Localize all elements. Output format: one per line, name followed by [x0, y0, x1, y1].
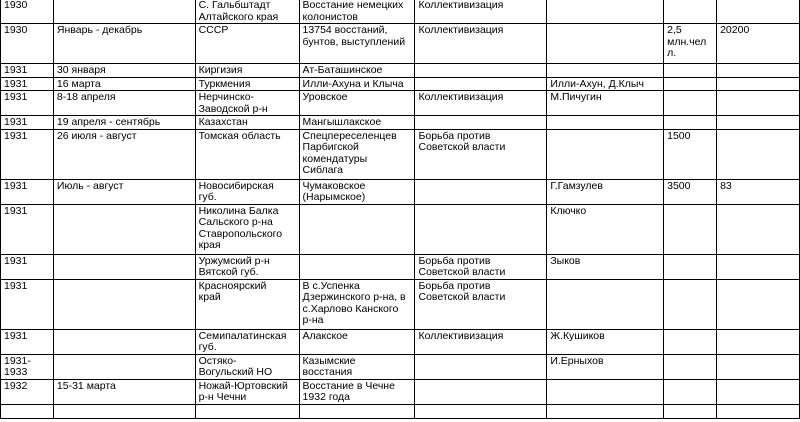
- date-cell: 15-31 марта: [53, 379, 195, 404]
- date-cell: Январь - декабрь: [53, 24, 195, 64]
- participants-cell: [664, 404, 717, 418]
- leader-cell: [547, 116, 664, 130]
- participants-cell: [664, 116, 717, 130]
- participants-cell: [664, 254, 717, 279]
- year-cell: 1931: [1, 279, 54, 329]
- participants-cell: 1500: [664, 129, 717, 179]
- casualties-cell: [717, 379, 800, 404]
- place-cell: Красноярский край: [195, 279, 299, 329]
- cause-cell: [415, 179, 547, 204]
- participants-cell: 2,5 млн.чел л.: [664, 24, 717, 64]
- date-cell: [53, 204, 195, 254]
- date-cell: 19 апреля - сентябрь: [53, 116, 195, 130]
- date-cell: 16 марта: [53, 77, 195, 91]
- leader-cell: Ж.Кушиков: [547, 329, 664, 354]
- year-cell: 1931: [1, 77, 54, 91]
- table-row: [1, 129, 800, 179]
- place-cell: Казахстан: [195, 116, 299, 130]
- table-row: [1, 354, 800, 379]
- event-cell: Мангышлакское: [299, 116, 415, 130]
- year-cell: 1931: [1, 91, 54, 116]
- cause-cell: [415, 404, 547, 418]
- event-cell: В с.Успенка Дзержинского р-на, в с.Харлово Канского р-на: [299, 279, 415, 329]
- leader-cell: М.Пичугин: [547, 91, 664, 116]
- participants-cell: 3500: [664, 179, 717, 204]
- table-row: [1, 329, 800, 354]
- leader-cell: [547, 279, 664, 329]
- year-cell: 1931: [1, 179, 54, 204]
- date-cell: [53, 354, 195, 379]
- event-cell: [299, 204, 415, 254]
- date-cell: [53, 404, 195, 418]
- event-cell: Казымские восстания: [299, 354, 415, 379]
- year-cell: 1931: [1, 129, 54, 179]
- casualties-cell: [717, 279, 800, 329]
- event-cell: Уровское: [299, 91, 415, 116]
- place-cell: СССР: [195, 24, 299, 64]
- table-row: [1, 404, 800, 418]
- year-cell: 1931- 1933: [1, 354, 54, 379]
- year-cell: 1931: [1, 254, 54, 279]
- year-cell: 1931: [1, 116, 54, 130]
- year-cell: 1930: [1, 0, 54, 24]
- place-cell: Николина Балка Сальского р-на Ставропольского края: [195, 204, 299, 254]
- place-cell: Ножай-Юртовский р-н Чечни: [195, 379, 299, 404]
- table-row: [1, 379, 800, 404]
- leader-cell: [547, 404, 664, 418]
- leader-cell: И.Ерныхов: [547, 354, 664, 379]
- casualties-cell: 83: [717, 179, 800, 204]
- cause-cell: [415, 204, 547, 254]
- casualties-cell: [717, 404, 800, 418]
- date-cell: 8-18 апреля: [53, 91, 195, 116]
- event-cell: Восстание немецких колонистов: [299, 0, 415, 24]
- cause-cell: [415, 354, 547, 379]
- casualties-cell: 20200: [717, 24, 800, 64]
- place-cell: Семипалатинская губ.: [195, 329, 299, 354]
- year-cell: [1, 404, 54, 418]
- casualties-cell: [717, 116, 800, 130]
- leader-cell: Г.Гамзулев: [547, 179, 664, 204]
- table-row: [1, 0, 800, 24]
- cause-cell: Коллективизация: [415, 24, 547, 64]
- participants-cell: [664, 379, 717, 404]
- casualties-cell: [717, 0, 800, 24]
- cause-cell: Борьба против Советской власти: [415, 129, 547, 179]
- cause-cell: Борьба против Советской власти: [415, 254, 547, 279]
- event-cell: [299, 404, 415, 418]
- leader-cell: [547, 129, 664, 179]
- leader-cell: Ключко: [547, 204, 664, 254]
- participants-cell: [664, 0, 717, 24]
- place-cell: Киргизия: [195, 64, 299, 78]
- event-cell: Чумаковское (Нарымское): [299, 179, 415, 204]
- casualties-cell: [717, 64, 800, 78]
- leader-cell: Зыков: [547, 254, 664, 279]
- place-cell: Остяко- Вогульский НО: [195, 354, 299, 379]
- cause-cell: Коллективизация: [415, 329, 547, 354]
- participants-cell: [664, 64, 717, 78]
- cause-cell: [415, 77, 547, 91]
- date-cell: 30 января: [53, 64, 195, 78]
- casualties-cell: [717, 91, 800, 116]
- leader-cell: [547, 24, 664, 64]
- cause-cell: [415, 116, 547, 130]
- table-row: [1, 116, 800, 130]
- casualties-cell: [717, 254, 800, 279]
- place-cell: [195, 404, 299, 418]
- casualties-cell: [717, 354, 800, 379]
- place-cell: Томская область: [195, 129, 299, 179]
- leader-cell: [547, 0, 664, 24]
- leader-cell: [547, 64, 664, 78]
- participants-cell: [664, 204, 717, 254]
- year-cell: 1931: [1, 329, 54, 354]
- event-cell: 13754 восстаний, бунтов, выступлений: [299, 24, 415, 64]
- participants-cell: [664, 91, 717, 116]
- table-row: [1, 279, 800, 329]
- place-cell: Уржумский р-н Вятской губ.: [195, 254, 299, 279]
- event-cell: Восстание в Чечне 1932 года: [299, 379, 415, 404]
- cause-cell: [415, 379, 547, 404]
- date-cell: [53, 329, 195, 354]
- table-row: [1, 64, 800, 78]
- participants-cell: [664, 329, 717, 354]
- year-cell: 1931: [1, 64, 54, 78]
- casualties-cell: [717, 204, 800, 254]
- cause-cell: [415, 64, 547, 78]
- table-row: [1, 204, 800, 254]
- leader-cell: Илли-Ахун, Д.Клыч: [547, 77, 664, 91]
- date-cell: Июль - август: [53, 179, 195, 204]
- event-cell: Ат-Баташинское: [299, 64, 415, 78]
- table-row: [1, 254, 800, 279]
- leader-cell: [547, 379, 664, 404]
- table-row: [1, 24, 800, 64]
- year-cell: 1931: [1, 204, 54, 254]
- participants-cell: [664, 279, 717, 329]
- events-table-body: [1, 0, 800, 418]
- participants-cell: [664, 77, 717, 91]
- cause-cell: Коллективизация: [415, 0, 547, 24]
- place-cell: Новосибирская губ.: [195, 179, 299, 204]
- casualties-cell: [717, 129, 800, 179]
- date-cell: [53, 254, 195, 279]
- casualties-cell: [717, 329, 800, 354]
- cause-cell: Борьба против Советской власти: [415, 279, 547, 329]
- year-cell: 1932: [1, 379, 54, 404]
- date-cell: 26 июля - август: [53, 129, 195, 179]
- table-row: [1, 77, 800, 91]
- table-row: [1, 91, 800, 116]
- event-cell: Спецпереселенцев Парбигской комендатуры Сиблага: [299, 129, 415, 179]
- year-cell: 1930: [1, 24, 54, 64]
- date-cell: [53, 279, 195, 329]
- casualties-cell: [717, 77, 800, 91]
- table-row: [1, 179, 800, 204]
- event-cell: Алакское: [299, 329, 415, 354]
- cause-cell: Коллективизация: [415, 91, 547, 116]
- place-cell: С. Гальбштадт Алтайского края: [195, 0, 299, 24]
- place-cell: Туркмения: [195, 77, 299, 91]
- place-cell: Нерчинско- Заводской р-н: [195, 91, 299, 116]
- event-cell: [299, 254, 415, 279]
- date-cell: [53, 0, 195, 24]
- participants-cell: [664, 354, 717, 379]
- event-cell: Илли-Ахуна и Клыча: [299, 77, 415, 91]
